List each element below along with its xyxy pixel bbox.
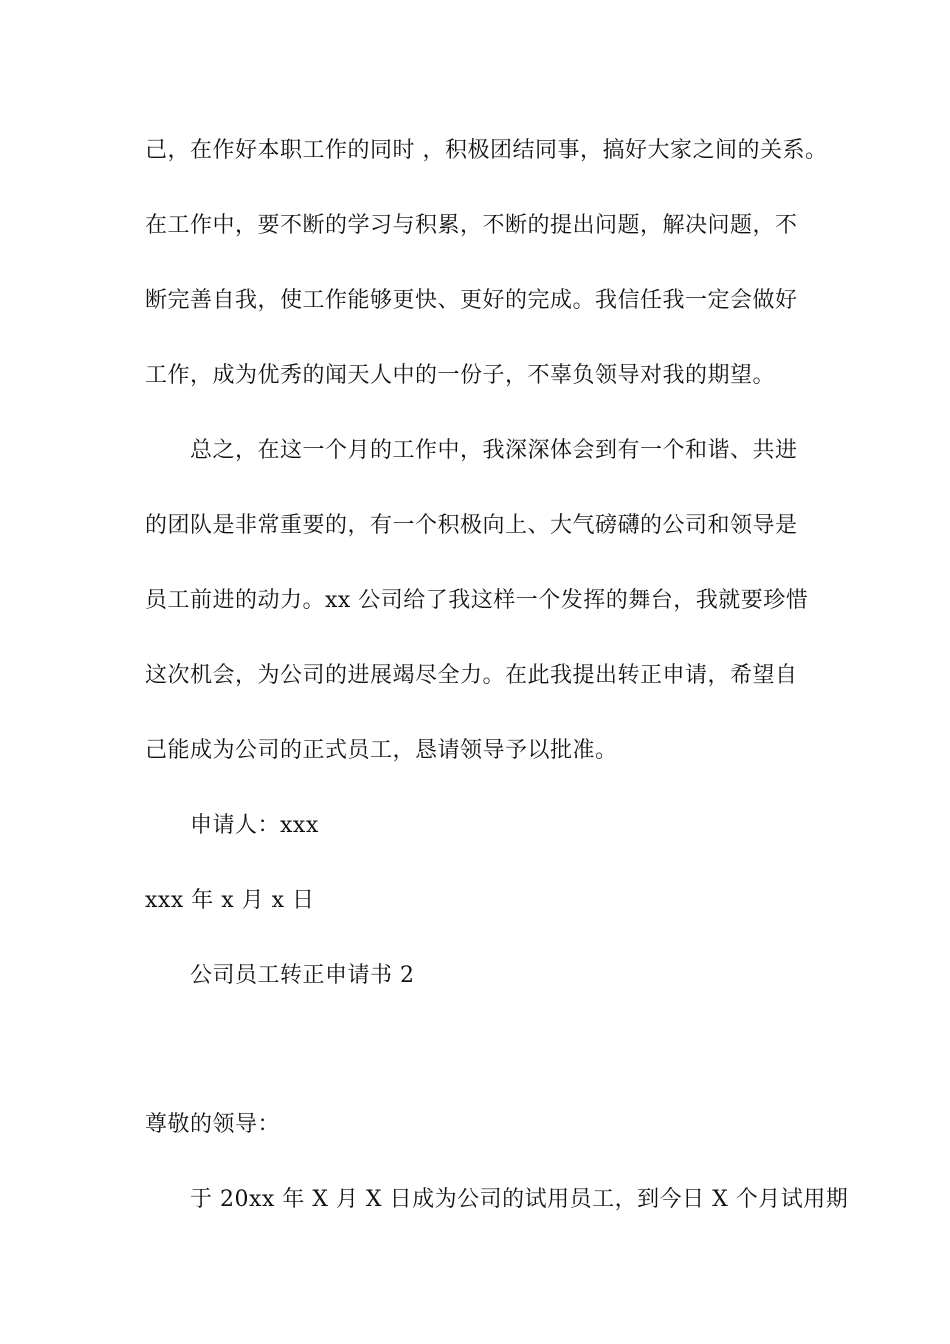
paragraph-line: 的团队是非常重要的，有一个积极向上、大气磅礴的公司和领导是 bbox=[145, 513, 798, 538]
paragraph-line: 断完善自我，使工作能够更快、更好的完成。我信任我一定会做好 bbox=[145, 288, 798, 313]
paragraph-line: 员工前进的动力。xx 公司给了我这样一个发挥的舞台，我就要珍惜 bbox=[145, 588, 809, 613]
paragraph-line: 己能成为公司的正式员工，恳请领导予以批准。 bbox=[145, 738, 618, 763]
salutation: 尊敬的领导： bbox=[145, 1112, 281, 1137]
paragraph-line: 这次机会，为公司的进展竭尽全力。在此我提出转正申请，希望自 bbox=[145, 663, 798, 688]
date-line: xxx 年 x 月 x 日 bbox=[145, 888, 315, 913]
paragraph-line: 工作，成为优秀的闻天人中的一份子，不辜负领导对我的期望。 bbox=[145, 363, 776, 388]
paragraph-line: 总之，在这一个月的工作中，我深深体会到有一个和谐、共进 bbox=[190, 438, 798, 463]
paragraph-line: 己，在作好本职工作的同时 ，积极团结同事，搞好大家之间的关系。 bbox=[145, 138, 828, 163]
paragraph-line: 于 20xx 年 X 月 X 日成为公司的试用员工，到今日 X 个月试用期 bbox=[190, 1187, 849, 1212]
paragraph-line: 在工作中，要不断的学习与积累，不断的提出问题，解决问题，不 bbox=[145, 213, 798, 238]
section-title: 公司员工转正申请书 2 bbox=[190, 963, 415, 988]
applicant-line: 申请人：xxx bbox=[190, 813, 319, 838]
